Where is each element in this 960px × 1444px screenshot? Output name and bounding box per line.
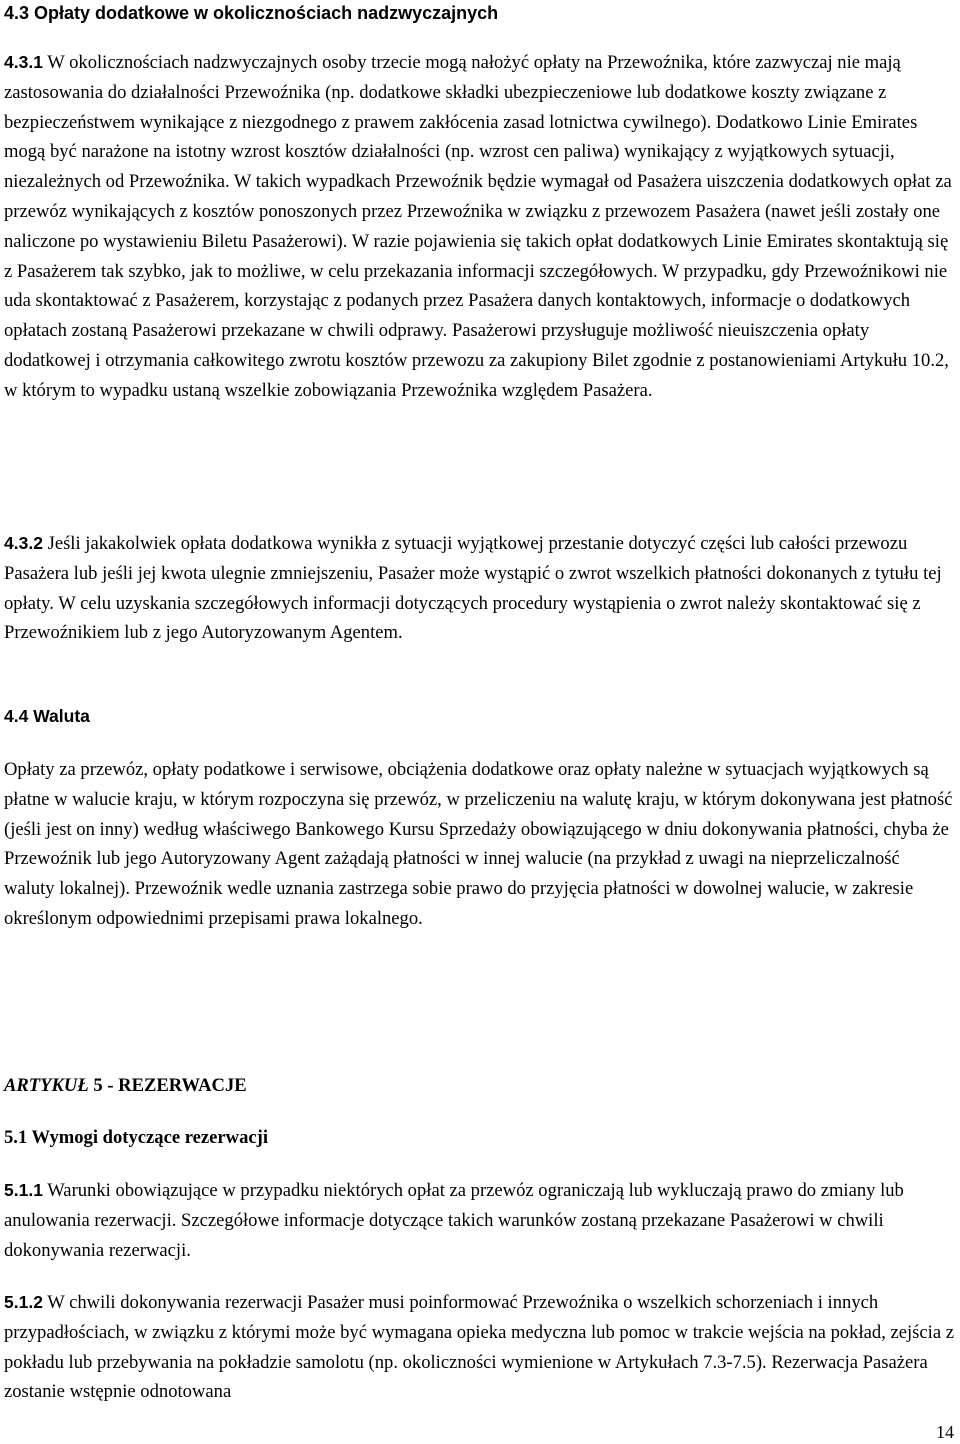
- article-heading-rest: 5 - REZERWACJE: [88, 1075, 247, 1096]
- paragraph-5-1-1: [4, 1176, 954, 1265]
- article-heading: [4, 1071, 954, 1101]
- article-heading-italic: ARTYKUŁ: [4, 1075, 89, 1096]
- section-heading-5-1: 5.1 Wymogi dotyczące rezerwacji: [4, 1127, 268, 1148]
- paragraph-number: 4.3.1: [4, 52, 43, 72]
- paragraph-number: 5.1.1: [4, 1180, 43, 1200]
- paragraph-4-4: Opłaty za przewóz, opłaty podatkowe i serwisowe, obciążenia dodatkowe oraz opłaty należne w sytuacjach wyjątkowych są płatne w walucie kraju, w którym rozpoczyna się przewóz, w przeliczeniu na walutę kraju, w którym dokonywana jest płatność (jeśli jest on inny) według właściwego Bankowego Kursu Sprzedaży obowiązującego w dniu dokonywania płatności, chyba że Przewoźnik lub jego Autoryzowany Agent zażądają płatności w innej walucie (na przykład z uwagi na nieprzeliczalność waluty lokalnej). Przewoźnik wedle uznania zastrzega sobie prawo do przyjęcia płatności w dowolnej walucie, w zakresie określonym odpowiednimi przepisami prawa lokalnego.: [4, 759, 953, 929]
- paragraph-4-3-1: [4, 48, 954, 406]
- paragraph-text: Jeśli jakakolwiek opłata dodatkowa wynikła z sytuacji wyjątkowej przestanie dotyczyć części lub całości przewozu Pasażera lub jeśli jej kwota ulegnie zmniejszeniu, Pasażer może wystąpić o zwrot wszelkich płatności dokonanych z tytułu tej opłaty. W celu uzyskania szczegółowych informacji dotyczących procedury wystąpienia o zwrot należy skontaktować się z Przewoźnikiem lub z jego Autoryzowanym Agentem.: [4, 533, 942, 644]
- section-heading-4-3: 4.3 Opłaty dodatkowe w okolicznościach nadzwyczajnych: [4, 3, 499, 23]
- paragraph-text: W okolicznościach nadzwyczajnych osoby trzecie mogą nałożyć opłaty na Przewoźnika, które zazwyczaj nie mają zastosowania do działalności Przewoźnika (np. dodatkowe składki ubezpieczeniowe lub dodatkowe koszty związane z bezpieczeństwem wynikające z niezgodnego z prawem zakłócenia zasad lotnictwa cywilnego). Dodatkowo Linie Emirates mogą być narażone na istotny wzrost kosztów działalności (np. wzrost cen paliwa) wynikający z wyjątkowych sytuacji, niezależnych od Przewoźnika. W takich wypadkach Przewoźnik będzie wymagał od Pasażera uiszczenia dodatkowych opłat za przewóz wynikających z kosztów ponoszonych przez Przewoźnika w związku z przewozem Pasażera (nawet jeśli zostały one naliczone po wystawieniu Biletu Pasażerowi). W razie pojawienia się takich opłat dodatkowych Linie Emirates skontaktują się z Pasażerem tak szybko, jak to możliwe, w celu przekazania informacji szczegółowych. W przypadku, gdy Przewoźnikowi nie uda skontaktować z Pasażerem, korzystając z podanych przez Pasażera danych kontaktowych, informacje o dodatkowych opłatach zostaną Pasażerowi przekazane w chwili odprawy. Pasażerowi przysługuje możliwość nieuiszczenia opłaty dodatkowej i otrzymania całkowitego zwrotu kosztów przewozu za zakupiony Bilet zgodnie z postanowieniami Artykułu 10.2, w którym to wypadku ustaną wszelkie zobowiązania Przewoźnika względem Pasażera.: [4, 52, 952, 401]
- paragraph-text: W chwili dokonywania rezerwacji Pasażer musi poinformować Przewoźnika o wszelkich schorzeniach i innych przypadłościach, w związku z którymi może być wymagana opieka medyczna lub pomoc w trakcie wejścia na pokład, zejścia z pokładu lub przebywania na pokładzie samolotu (np. okoliczności wymienione w Artykułach 7.3-7.5). Rezerwacja Pasażera zostanie wstępnie odnotowana: [4, 1292, 954, 1403]
- page-number: 14: [936, 1422, 954, 1442]
- paragraph-5-1-2: [4, 1288, 954, 1407]
- paragraph-number: 5.1.2: [4, 1292, 43, 1312]
- paragraph-4-3-2: [4, 529, 954, 648]
- paragraph-text: Warunki obowiązujące w przypadku niektórych opłat za przewóz ograniczają lub wykluczają prawo do zmiany lub anulowania rezerwacji. Szczegółowe informacje dotyczące takich warunków zostaną przekazane Pasażerowi w chwili dokonywania rezerwacji.: [4, 1180, 904, 1261]
- paragraph-number: 4.3.2: [4, 533, 43, 553]
- section-heading-4-4: 4.4 Waluta: [4, 706, 90, 726]
